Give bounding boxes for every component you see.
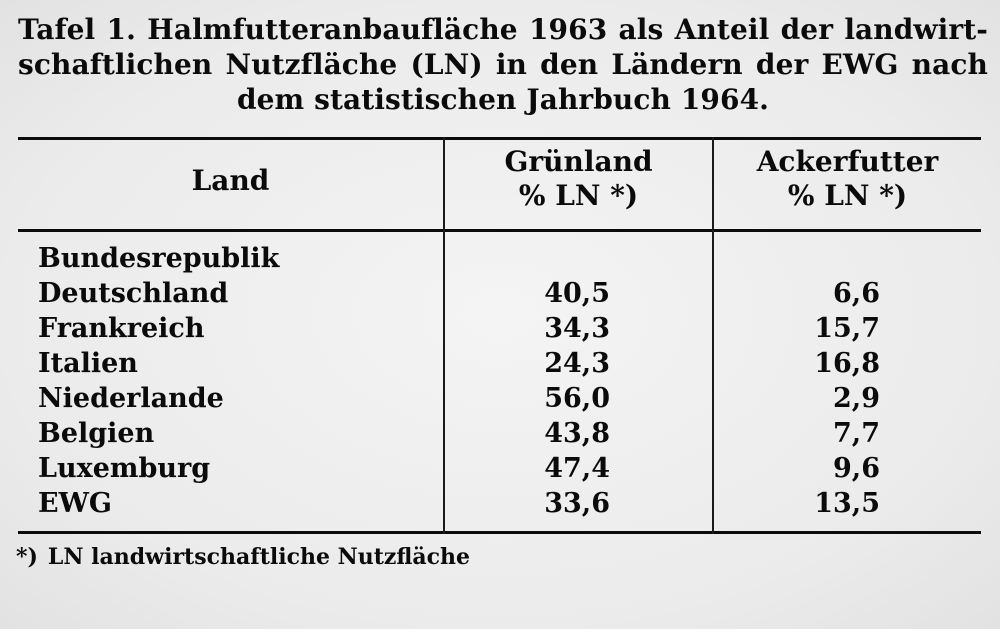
country-cell: Deutschland — [38, 278, 229, 309]
table-row — [18, 241, 981, 276]
caption-line-3: dem statistischen Jahrbuch 1964. — [236, 83, 770, 116]
caption-line-1-text: Halmfutteranbaufläche 1963 als Anteil der landwirt- — [147, 13, 988, 46]
footnote — [16, 543, 470, 571]
country-cell: Italien — [38, 348, 138, 379]
table-top-rule — [18, 137, 981, 140]
header-gruenland-title: Grünland — [504, 145, 653, 178]
caption-line-2: schaftlichen Nutzfläche (LN) in den Ländern der EWG nach — [18, 48, 988, 81]
country-cell: Niederlande — [38, 383, 224, 414]
table-row — [18, 381, 981, 416]
gruenland-cell: 47,4 — [544, 453, 610, 484]
gruenland-cell: 33,6 — [544, 488, 610, 519]
gruenland-cell: 24,3 — [544, 348, 610, 379]
ackerfutter-cell: 7,7 — [833, 418, 880, 449]
caption-line-1 — [18, 12, 988, 47]
table-row — [18, 346, 981, 381]
table-row — [18, 276, 981, 311]
ackerfutter-cell: 2,9 — [833, 383, 880, 414]
ackerfutter-cell: 16,8 — [814, 348, 880, 379]
table-bottom-rule — [18, 531, 981, 534]
table-header-rule — [18, 229, 981, 232]
table-row — [18, 416, 981, 451]
gruenland-cell: 43,8 — [544, 418, 610, 449]
table-row — [18, 451, 981, 486]
gruenland-cell: 40,5 — [544, 278, 610, 309]
ackerfutter-cell: 6,6 — [833, 278, 880, 309]
table-row — [18, 486, 981, 521]
table-row — [18, 311, 981, 346]
ackerfutter-cell: 9,6 — [833, 453, 880, 484]
header-gruenland-unit: % LN *) — [518, 179, 639, 212]
country-cell: Frankreich — [38, 313, 205, 344]
header-land-label: Land — [191, 164, 270, 197]
header-land — [18, 164, 443, 198]
ackerfutter-cell: 13,5 — [814, 488, 880, 519]
country-cell: EWG — [38, 488, 112, 519]
country-cell: Belgien — [38, 418, 155, 449]
header-gruenland — [445, 145, 712, 213]
table-caption — [18, 12, 988, 117]
table-body — [18, 241, 981, 521]
data-table — [18, 137, 981, 534]
footnote-mark: *) — [16, 544, 38, 570]
header-ackerfutter — [714, 145, 981, 213]
gruenland-cell: 34,3 — [544, 313, 610, 344]
gruenland-cell: 56,0 — [544, 383, 610, 414]
country-cell: Bundesrepublik — [38, 243, 280, 274]
header-ackerfutter-unit: % LN *) — [787, 179, 908, 212]
ackerfutter-cell: 15,7 — [814, 313, 880, 344]
footnote-text: LN landwirtschaftliche Nutzfläche — [47, 544, 471, 570]
caption-label: Tafel 1. — [18, 13, 136, 46]
header-ackerfutter-title: Ackerfutter — [756, 145, 939, 178]
country-cell: Luxemburg — [38, 453, 211, 484]
